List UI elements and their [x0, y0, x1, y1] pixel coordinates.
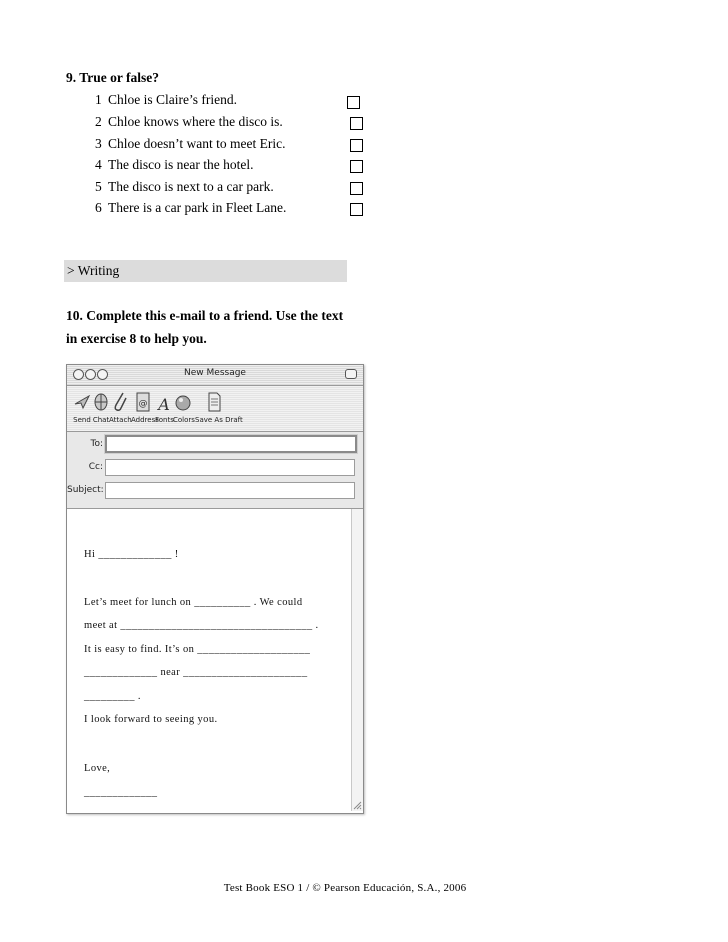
- address-label: Address: [131, 416, 159, 424]
- subject-field[interactable]: [105, 482, 355, 499]
- send-label: Send: [73, 416, 91, 424]
- save-as-draft-button[interactable]: [195, 390, 243, 424]
- colors-icon: [174, 390, 192, 414]
- answer-checkbox-5[interactable]: [350, 182, 363, 195]
- item-text: There is a car park in Fleet Lane.: [108, 200, 287, 215]
- save-as-draft-label: Save As Draft: [195, 416, 243, 424]
- body-line-near: _____________ near ______________________: [84, 667, 308, 678]
- body-line-easy-to-find: It is easy to find. It’s on ____________________: [84, 644, 311, 655]
- draft-icon: [205, 390, 223, 414]
- window-titlebar: [67, 365, 363, 386]
- message-scrollbar[interactable]: [351, 509, 363, 811]
- chat-icon: [92, 390, 110, 414]
- fonts-button[interactable]: [155, 390, 173, 424]
- answer-checkbox-3[interactable]: [350, 139, 363, 152]
- item-number: 5: [95, 179, 102, 194]
- footer-text: Test Book ESO 1 / © Pearson Educación, S.A., 2006: [223, 882, 467, 894]
- item-number: 6: [95, 200, 102, 215]
- toolbar-toggle-button[interactable]: [345, 369, 357, 379]
- body-line-lunch: Let’s meet for lunch on __________ . We could: [84, 597, 303, 608]
- exercise-9-title: 9. True or false?: [66, 70, 159, 85]
- page-footer: [0, 882, 728, 894]
- attach-button[interactable]: [109, 390, 131, 424]
- answer-checkbox-2[interactable]: [350, 117, 363, 130]
- resize-grip-icon[interactable]: [353, 801, 362, 810]
- colors-button[interactable]: [173, 390, 193, 424]
- to-field[interactable]: [105, 435, 357, 453]
- true-false-item-5: [95, 179, 274, 195]
- cc-field[interactable]: [105, 459, 355, 476]
- subject-label: Subject:: [67, 485, 104, 495]
- message-body[interactable]: [67, 509, 351, 813]
- colors-label: Colors: [173, 416, 195, 424]
- send-button[interactable]: [71, 390, 93, 424]
- email-compose-window: [66, 364, 364, 814]
- body-line-blank: _________ .: [84, 691, 141, 702]
- answer-checkbox-1[interactable]: [347, 96, 360, 109]
- window-title: New Message: [184, 368, 246, 378]
- message-headers: [67, 432, 363, 509]
- item-text: Chloe doesn’t want to meet Eric.: [108, 136, 286, 151]
- exercise-10-instructions: 10. Complete this e-mail to a friend. Use the text in exercise 8 to help you.: [66, 308, 344, 346]
- true-false-item-3: [95, 136, 285, 152]
- item-number: 1: [95, 92, 102, 107]
- answer-checkbox-4[interactable]: [350, 160, 363, 173]
- answer-checkbox-6[interactable]: [350, 203, 363, 216]
- body-line-greeting: Hi _____________ !: [84, 549, 179, 560]
- item-number: 3: [95, 136, 102, 151]
- fonts-label: Fonts: [155, 416, 174, 424]
- item-text: Chloe knows where the disco is.: [108, 114, 283, 129]
- body-line-meet-at: meet at __________________________________ .: [84, 620, 319, 631]
- chat-label: Chat: [92, 416, 110, 424]
- address-book-icon: [134, 390, 152, 414]
- item-number: 4: [95, 157, 102, 172]
- cc-label: Cc:: [88, 462, 103, 472]
- attach-label: Attach: [109, 416, 132, 424]
- item-number: 2: [95, 114, 102, 129]
- true-false-item-6: [95, 200, 286, 216]
- true-false-item-1: [95, 92, 237, 108]
- item-text: Chloe is Claire’s friend.: [108, 92, 237, 107]
- svg-text:A: A: [158, 395, 170, 414]
- mail-toolbar: [67, 386, 363, 432]
- to-label: To:: [90, 439, 103, 449]
- fonts-icon: [155, 390, 173, 414]
- address-button[interactable]: [131, 390, 159, 424]
- body-line-look-forward: I look forward to seeing you.: [84, 714, 218, 725]
- body-line-signature: _____________: [84, 787, 158, 798]
- item-text: The disco is near the hotel.: [108, 157, 254, 172]
- item-text: The disco is next to a car park.: [108, 179, 274, 194]
- true-false-item-2: [95, 114, 283, 130]
- section-header-writing: > Writing: [64, 260, 347, 282]
- chat-button[interactable]: [91, 390, 111, 424]
- attach-icon: [111, 390, 129, 414]
- svg-text:@: @: [138, 399, 148, 409]
- true-false-item-4: [95, 157, 253, 173]
- body-line-sign-off: Love,: [84, 763, 111, 774]
- send-icon: [73, 390, 91, 414]
